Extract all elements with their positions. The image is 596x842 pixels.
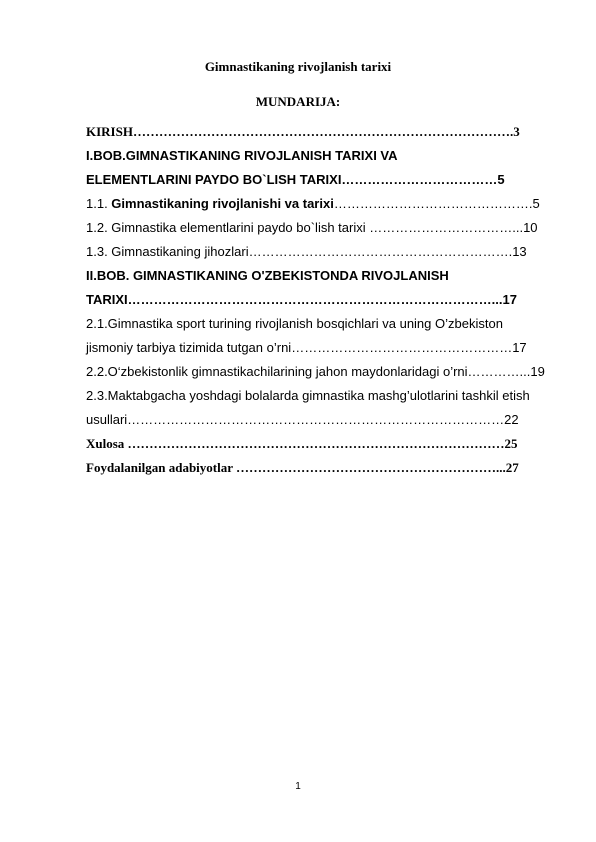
document-title: Gimnastikaning rivojlanish tarixi [204,59,392,74]
toc-entry-chapter1-line1: I.BOB.GIMNASTIKANING RIVOJLANISH TARIXI VA [86,148,398,163]
contents-heading: MUNDARIJA: [255,94,341,109]
toc-entry-2-1-line1: 2.1.Gimnastika sport turining rivojlanish bosqichlari va uning O’zbekiston [86,316,503,331]
toc-entry-references: Foydalanilgan adabiyotlar ……………………………………………………...27 [86,460,519,475]
toc-entry-intro: KIRISH…………………………………………………………………………….3 [86,124,520,139]
toc-entry-1-1-number: 1.1. [86,196,112,211]
toc-entry-2-1-line2: jismoniy tarbiya tizimida tutgan o’rni……………………………………………17 [86,340,527,355]
toc-entry-conclusion: Xulosa ……………………………………………………………………………25 [86,436,518,451]
page-number: 1 [295,781,301,792]
toc-entry-1-1-title: Gimnastikaning rivojlanishi va tarixi [111,196,334,211]
toc-entry-2-3-line1: 2.3.Maktabgacha yoshdagi bolalarda gimnastika mashg’ulotlarini tashkil etish [86,388,530,403]
toc-entry-chapter1-line2: ELEMENTLARINI PAYDO BO`LISH TARIXI………………………………5 [86,172,505,187]
toc-entry-chapter2-line2: TARIXI…………………………………………………………………………...17 [86,292,517,307]
toc-entry-1-1 [86,196,540,212]
toc-entry-chapter2-line1: II.BOB. GIMNASTIKANING O'ZBEKISTONDA RIVOJLANISH [86,268,449,283]
toc-entry-1-3: 1.3. Gimnastikaning jihozlari…………………………………………………….13 [86,244,527,259]
toc-entry-1-2: 1.2. Gimnastika elementlarini paydo bo`lish tarixi ……………………………...10 [86,220,538,235]
toc-entry-1-1-leader: ……………………………………….5 [333,196,540,211]
toc-entry-2-2: 2.2.O‘zbekistonlik gimnastikachilarining jahon maydonlaridagi o’rni…………...19 [86,364,545,379]
toc-entry-2-3-line2: usullari……………………………………………………………………………22 [86,412,519,427]
